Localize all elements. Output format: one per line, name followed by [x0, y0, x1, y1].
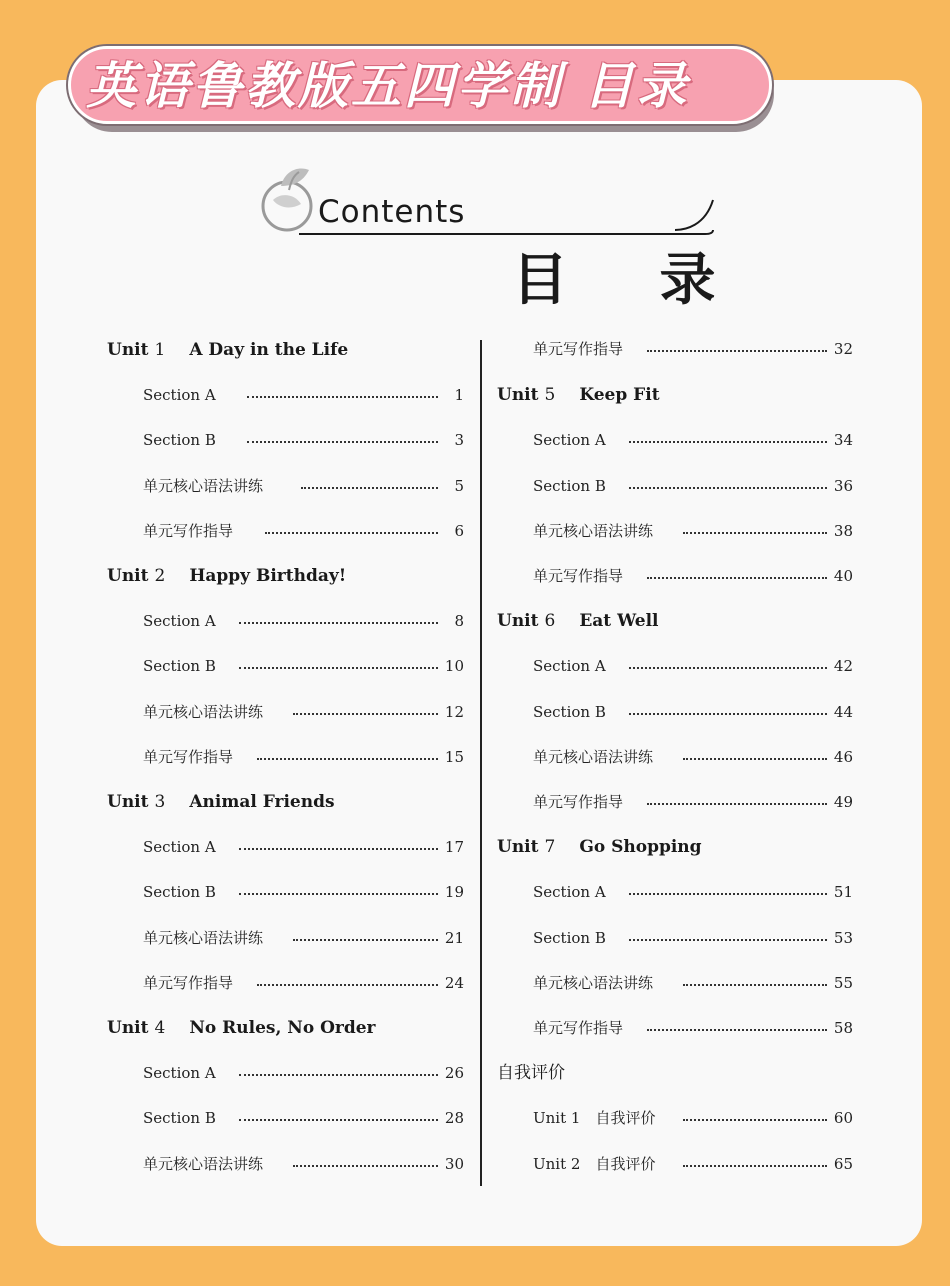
toc-entry[interactable] [533, 881, 853, 903]
toc-entry-label: Section B [143, 1109, 216, 1128]
dot-leader [629, 927, 827, 941]
toc-entry[interactable] [533, 1017, 853, 1039]
toc-entry-page: 24 [444, 973, 464, 992]
toc-entry[interactable] [143, 384, 464, 406]
toc-entry[interactable] [533, 1107, 853, 1129]
column-divider [480, 340, 482, 1186]
unit-heading [497, 609, 659, 633]
toc-entry[interactable] [533, 972, 853, 994]
toc-entry-page: 49 [833, 793, 853, 811]
toc-entry-label: 单元写作指导 [533, 567, 624, 585]
toc-entry-page: 44 [833, 702, 853, 721]
toc-entry-label: 单元写作指导 [533, 1019, 624, 1037]
toc-entry[interactable] [533, 520, 853, 542]
toc-entry-label: 单元写作指导 [143, 521, 234, 540]
unit-number: 7 [544, 837, 556, 858]
dot-leader [683, 1107, 827, 1121]
toc-entry[interactable] [143, 836, 464, 858]
toc-entry-page: 58 [833, 1019, 853, 1037]
toc-entry-label: 单元写作指导 [533, 340, 624, 358]
unit-title: Animal Friends [189, 792, 335, 812]
dot-leader [265, 520, 438, 534]
toc-entry-page: 60 [833, 1109, 853, 1128]
dot-leader [239, 1107, 438, 1121]
toc-entry-label: 单元核心语法讲练 [143, 702, 264, 721]
banner-title: 英语鲁教版五四学制 目录 [86, 57, 690, 115]
unit-number: 6 [544, 611, 556, 632]
toc-entry-label: 单元核心语法讲练 [533, 747, 654, 766]
toc-entry[interactable] [533, 655, 853, 677]
toc-entry-page: 26 [444, 1064, 464, 1083]
dot-leader [629, 701, 827, 715]
toc-entry[interactable] [143, 746, 464, 768]
toc-entry[interactable] [143, 1062, 464, 1084]
toc-entry-page: 8 [454, 612, 464, 631]
unit-number: 3 [154, 792, 166, 812]
toc-entry[interactable] [143, 927, 464, 949]
dot-leader [629, 475, 827, 489]
dot-leader [257, 972, 438, 986]
toc-entry[interactable] [143, 475, 464, 497]
toc-entry-label: Section B [143, 657, 216, 676]
toc-entry-label: Section B [533, 928, 606, 947]
unit-title: Happy Birthday! [189, 566, 347, 586]
toc-entry-page: 55 [833, 973, 853, 992]
toc-entry-page: 65 [833, 1154, 853, 1173]
toc-entry-page: 19 [444, 883, 464, 902]
toc-entry-page: 1 [454, 386, 464, 405]
unit-number: 4 [154, 1018, 166, 1038]
toc-entry[interactable] [143, 881, 464, 903]
toc-entry[interactable] [533, 1153, 853, 1175]
toc-entry-page: 32 [833, 340, 853, 358]
unit-prefix: Unit [107, 340, 149, 360]
dot-leader [683, 972, 827, 986]
toc-entry-label: Section A [143, 386, 216, 405]
dot-leader [239, 881, 438, 895]
unit-heading [497, 835, 702, 859]
dot-leader [293, 927, 438, 941]
dot-leader [301, 475, 438, 489]
toc-entry[interactable] [143, 972, 464, 994]
dot-leader [647, 1017, 827, 1031]
toc-entry-page: 53 [833, 928, 853, 947]
toc-entry-page: 30 [444, 1154, 464, 1173]
toc-entry-page: 12 [444, 702, 464, 721]
unit-prefix: Unit [107, 792, 149, 812]
toc-entry[interactable] [533, 565, 853, 587]
toc-entry-page: 46 [833, 747, 853, 766]
toc-entry[interactable] [143, 701, 464, 723]
toc-entry-page: 6 [454, 521, 464, 540]
toc-entry-page: 5 [454, 476, 464, 495]
unit-heading [107, 338, 348, 362]
toc-entry-label: 单元核心语法讲练 [143, 1154, 264, 1173]
dot-leader [293, 701, 438, 715]
unit-prefix: Unit [497, 385, 539, 406]
toc-entry[interactable] [533, 429, 853, 451]
dot-leader [247, 429, 438, 443]
dot-leader [257, 746, 438, 760]
toc-entry-page: 40 [833, 567, 853, 585]
unit-title: Eat Well [579, 611, 659, 632]
unit-number: 5 [544, 385, 556, 406]
toc-entry-label: 单元核心语法讲练 [533, 973, 654, 992]
toc-entry-page: 51 [833, 883, 853, 902]
toc-entry-page: 17 [444, 838, 464, 857]
dot-leader [239, 610, 438, 624]
toc-entry-page: 36 [833, 476, 853, 495]
dot-leader [239, 1062, 438, 1076]
toc-entry-label: Section B [143, 883, 216, 902]
unit-number: 1 [154, 340, 166, 360]
unit-title: Keep Fit [579, 385, 660, 406]
dot-leader [683, 520, 827, 534]
toc-entry-page: 15 [444, 747, 464, 766]
toc-entry-label: Section A [143, 612, 216, 631]
unit-heading [107, 564, 346, 588]
toc-entry-label: 单元写作指导 [143, 747, 234, 766]
unit-heading [107, 1016, 376, 1040]
unit-heading [107, 790, 335, 814]
toc-entry-label: Section B [143, 431, 216, 450]
toc-entry-label: Section A [143, 838, 216, 857]
toc-entry[interactable] [143, 610, 464, 632]
unit-prefix: Unit [497, 837, 539, 858]
self-eval-heading: 自我评价 [497, 1063, 565, 1084]
unit-title: A Day in the Life [189, 340, 349, 360]
toc-entry-page: 28 [444, 1109, 464, 1128]
toc-entry-label: 单元核心语法讲练 [533, 521, 654, 540]
toc-entry[interactable] [533, 746, 853, 768]
toc-entry-label: Unit 2 自我评价 [533, 1154, 656, 1173]
toc-entry-label: 单元核心语法讲练 [143, 928, 264, 947]
toc-entry-label: 单元写作指导 [143, 973, 234, 992]
toc-entry-label: Section A [533, 657, 606, 676]
toc-entry-page: 34 [833, 431, 853, 450]
toc-entry[interactable] [143, 429, 464, 451]
unit-prefix: Unit [497, 611, 539, 632]
unit-number: 2 [154, 566, 166, 586]
dot-leader [647, 565, 827, 579]
toc-entry[interactable] [533, 338, 853, 360]
unit-heading [497, 383, 660, 407]
toc-entry-page: 3 [454, 431, 464, 450]
toc-entry-page: 38 [833, 521, 853, 540]
dot-leader [647, 338, 827, 352]
toc-entry[interactable] [533, 475, 853, 497]
toc-entry-page: 42 [833, 657, 853, 676]
toc-entry-label: Section A [533, 883, 606, 902]
toc-entry[interactable] [533, 791, 853, 813]
dot-leader [239, 655, 438, 669]
unit-prefix: Unit [107, 566, 149, 586]
toc-entry-page: 21 [444, 928, 464, 947]
unit-prefix: Unit [107, 1018, 149, 1038]
toc-entry-label: Section B [533, 702, 606, 721]
dot-leader [293, 1153, 438, 1167]
toc-entry[interactable] [143, 1107, 464, 1129]
dot-leader [247, 384, 438, 398]
dot-leader [683, 746, 827, 760]
toc-entry-label: 单元核心语法讲练 [143, 476, 264, 495]
mulu-heading: 目 录 [512, 247, 752, 313]
toc-entry-label: 单元写作指导 [533, 793, 624, 811]
dot-leader [629, 881, 827, 895]
contents-heading: Contents [318, 194, 466, 230]
toc-entry-label: Section A [143, 1064, 216, 1083]
dot-leader [629, 429, 827, 443]
unit-title: Go Shopping [579, 837, 702, 858]
toc-entry-label: Section B [533, 476, 606, 495]
toc-entry[interactable] [533, 701, 853, 723]
toc-entry[interactable] [143, 655, 464, 677]
toc-entry[interactable] [143, 520, 464, 542]
dot-leader [629, 655, 827, 669]
dot-leader [239, 836, 438, 850]
toc-entry[interactable] [533, 927, 853, 949]
dot-leader [647, 791, 827, 805]
toc-entry[interactable] [143, 1153, 464, 1175]
toc-entry-label: Section A [533, 431, 606, 450]
dot-leader [683, 1153, 827, 1167]
unit-title: No Rules, No Order [189, 1018, 376, 1038]
toc-entry-page: 10 [444, 657, 464, 676]
toc-entry-label: Unit 1 自我评价 [533, 1109, 656, 1128]
